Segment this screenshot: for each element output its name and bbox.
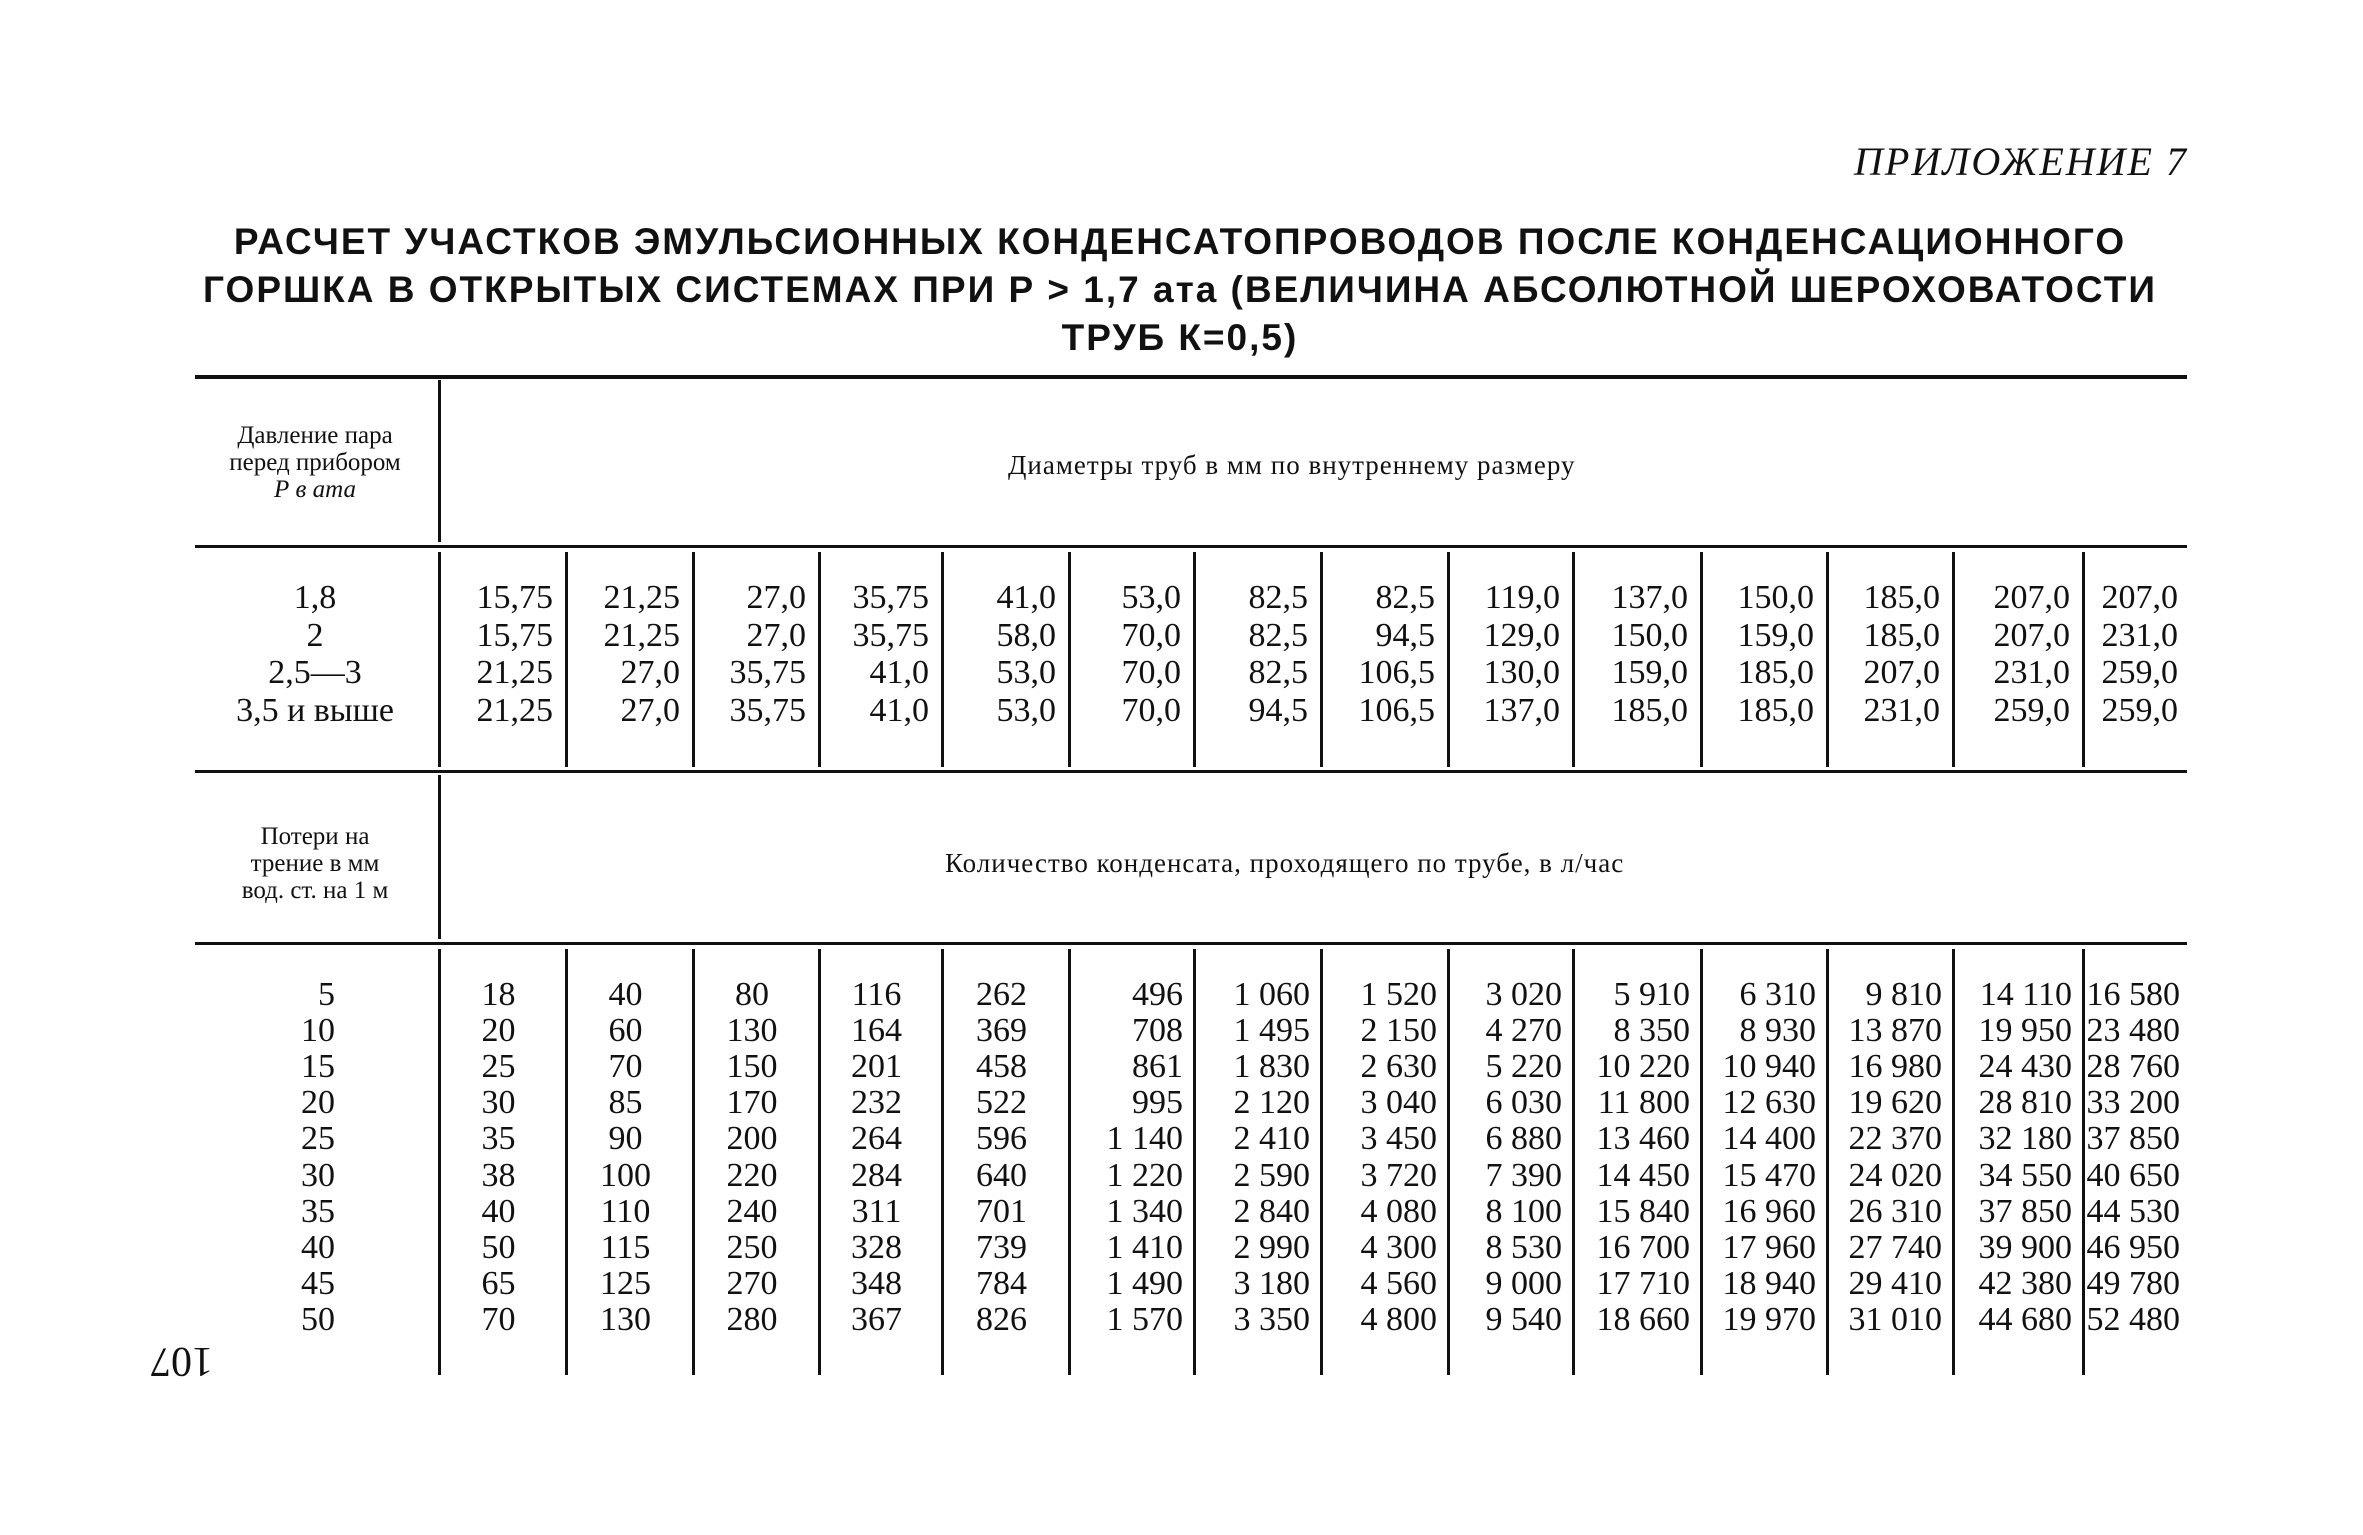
flow-cell: 1 220	[1106, 1156, 1183, 1194]
flow-header: Количество конденсата, проходящего по трубе, в л/час	[945, 848, 1625, 878]
flow-cell: 38	[481, 1156, 516, 1194]
flow-cell: 27 740	[1848, 1228, 1942, 1266]
flow-cell: 44 530	[2086, 1192, 2180, 1230]
flow-cell: 264	[851, 1120, 902, 1158]
flow-cell: 42 380	[1978, 1264, 2072, 1302]
title-line-2: ГОРШКА В ОТКРЫТЫХ СИСТЕМАХ ПРИ Р > 1,7 ата (ВЕЛИЧИНА АБСОЛЮТНОЙ ШЕРОХОВАТОСТИ	[203, 269, 2157, 310]
flow-cell: 13 460	[1596, 1120, 1690, 1158]
diameter-cell: 53,0	[1121, 579, 1181, 616]
diameter-cell: 150,0	[1611, 616, 1688, 654]
flow-cell: 12 630	[1722, 1084, 1816, 1122]
flow-cell: 4 560	[1360, 1264, 1437, 1302]
diameter-cell: 58,0	[996, 616, 1056, 654]
loss-label: 45	[301, 1264, 335, 1302]
flow-cell: 220	[726, 1156, 778, 1194]
diameter-cell: 185,0	[1737, 654, 1814, 691]
flow-column-divider	[438, 949, 441, 1375]
flow-cell: 739	[976, 1228, 1027, 1266]
flow-cell: 640	[976, 1156, 1027, 1194]
diameter-column-divider	[1447, 552, 1450, 767]
flow-cell: 8 930	[1739, 1012, 1816, 1050]
flow-cell: 29 410	[1848, 1264, 1942, 1302]
flow-cell: 28 810	[1978, 1084, 2072, 1122]
loss-header-line-3: вод. ст. на 1 м	[241, 877, 389, 904]
diameter-cell: 259,0	[1993, 691, 2070, 729]
diameter-cell: 27,0	[620, 654, 680, 691]
flow-cell: 280	[726, 1300, 778, 1338]
loss-header-line-2: трение в мм	[250, 850, 380, 877]
diameter-cell: 21,25	[603, 616, 680, 654]
diameter-cell: 159,0	[1737, 616, 1814, 654]
diameter-cell: 106,5	[1358, 691, 1435, 729]
diameter-header-rule	[195, 545, 2187, 548]
flow-cell: 496	[1132, 976, 1183, 1013]
diameter-cell: 82,5	[1248, 579, 1308, 616]
flow-cell: 311	[851, 1192, 902, 1230]
flow-column-divider	[818, 949, 821, 1375]
diameter-column-divider	[818, 552, 821, 767]
flow-cell: 3 020	[1485, 976, 1562, 1013]
flow-cell: 348	[851, 1264, 902, 1302]
flow-cell: 40	[481, 1192, 516, 1230]
loss-label: 30	[301, 1156, 335, 1194]
flow-cell: 826	[976, 1300, 1027, 1338]
diameter-cell: 137,0	[1611, 579, 1688, 616]
flow-cell: 6 310	[1739, 976, 1816, 1013]
diameters-header: Диаметры труб в мм по внутреннему размеру	[1008, 450, 1576, 480]
flow-cell: 5 910	[1613, 976, 1690, 1013]
diameter-cell: 82,5	[1248, 654, 1308, 691]
flow-header-rule	[195, 942, 2187, 945]
title-line-3: ТРУБ К=0,5)	[1061, 317, 1299, 358]
flow-cell: 19 620	[1848, 1084, 1942, 1122]
diameter-cell: 231,0	[1993, 654, 2070, 691]
flow-cell: 50	[481, 1228, 516, 1266]
diameter-cell: 94,5	[1248, 691, 1308, 729]
page-number: 107	[150, 1338, 213, 1384]
flow-cell: 3 180	[1233, 1264, 1310, 1302]
loss-label: 15	[301, 1048, 335, 1086]
flow-cell: 458	[976, 1048, 1027, 1086]
table-top-rule	[195, 375, 2187, 379]
pressure-label: 3,5 и выше	[236, 691, 394, 729]
flow-column-divider	[1826, 949, 1829, 1375]
flow-cell: 522	[976, 1084, 1027, 1122]
flow-cell: 23 480	[2086, 1012, 2180, 1050]
flow-cell: 14 450	[1596, 1156, 1690, 1194]
diameter-cell: 21,25	[603, 579, 680, 616]
diameter-column-divider	[1952, 552, 1955, 767]
flow-cell: 40	[608, 976, 643, 1013]
diameter-cell: 53,0	[996, 691, 1056, 729]
diameter-cell: 15,75	[476, 579, 553, 616]
flow-cell: 9 000	[1485, 1264, 1562, 1302]
diameter-cell: 185,0	[1863, 579, 1940, 616]
diameter-cell: 82,5	[1375, 579, 1435, 616]
flow-cell: 8 350	[1613, 1012, 1690, 1050]
diameter-cell: 21,25	[476, 691, 553, 729]
loss-label: 25	[301, 1120, 335, 1158]
flow-cell: 2 120	[1233, 1084, 1310, 1122]
flow-column-divider	[1447, 949, 1450, 1375]
flow-cell: 1 060	[1233, 976, 1310, 1013]
diameter-cell: 27,0	[746, 616, 806, 654]
flow-cell: 5 220	[1485, 1048, 1562, 1086]
flow-column-divider	[1952, 949, 1955, 1375]
flow-cell: 2 990	[1233, 1228, 1310, 1266]
flow-cell: 15 840	[1596, 1192, 1690, 1230]
flow-cell: 784	[976, 1264, 1027, 1302]
flow-cell: 4 270	[1485, 1012, 1562, 1050]
flow-cell: 150	[726, 1048, 778, 1086]
flow-cell: 2 410	[1233, 1120, 1310, 1158]
flow-column-divider	[1572, 949, 1575, 1375]
flow-cell: 80	[735, 976, 769, 1013]
flow-cell: 1 140	[1106, 1120, 1183, 1158]
diameter-cell: 137,0	[1483, 691, 1560, 729]
diameter-cell: 70,0	[1121, 616, 1181, 654]
pressure-label: 1,8	[293, 579, 337, 616]
diameter-column-divider	[438, 552, 441, 767]
flow-cell: 708	[1132, 1012, 1183, 1050]
diameter-cell: 94,5	[1375, 616, 1435, 654]
flow-cell: 46 950	[2086, 1228, 2180, 1266]
flow-cell: 18 660	[1596, 1300, 1690, 1338]
flow-cell: 30	[481, 1084, 516, 1122]
flow-column-divider	[941, 949, 944, 1375]
diameter-column-divider	[941, 552, 944, 767]
diameter-cell: 207,0	[2101, 579, 2178, 616]
flow-cell: 232	[851, 1084, 902, 1122]
flow-cell: 125	[600, 1264, 651, 1302]
pressure-header	[195, 422, 435, 503]
diameter-column-divider	[2082, 552, 2085, 767]
diameter-cell: 185,0	[1611, 691, 1688, 729]
flow-cell: 16 960	[1722, 1192, 1816, 1230]
flow-cell: 115	[600, 1228, 651, 1266]
flow-cell: 100	[600, 1156, 651, 1194]
flow-column-divider	[1320, 949, 1323, 1375]
diameter-cell: 130,0	[1483, 654, 1560, 691]
flow-cell: 25	[481, 1048, 516, 1086]
flow-cell: 3 720	[1360, 1156, 1437, 1194]
diameter-cell: 35,75	[852, 579, 929, 616]
flow-cell: 1 495	[1233, 1012, 1310, 1050]
diameter-cell: 15,75	[476, 616, 553, 654]
flow-cell: 861	[1132, 1048, 1183, 1086]
diameter-cell: 150,0	[1737, 579, 1814, 616]
flow-cell: 6 030	[1485, 1084, 1562, 1122]
flow-cell: 85	[608, 1084, 643, 1122]
diameter-cell: 259,0	[2101, 654, 2178, 691]
flow-cell: 1 570	[1106, 1300, 1183, 1338]
diameter-cell: 159,0	[1611, 654, 1688, 691]
flow-cell: 39 900	[1978, 1228, 2072, 1266]
header1-divider	[438, 380, 441, 542]
flow-cell: 130	[600, 1300, 651, 1338]
loss-header-line-1: Потери на	[260, 823, 370, 850]
flow-cell: 170	[726, 1084, 778, 1122]
flow-cell: 2 150	[1360, 1012, 1437, 1050]
flow-cell: 24 430	[1978, 1048, 2072, 1086]
diameter-cell: 70,0	[1121, 654, 1181, 691]
flow-cell: 20	[481, 1012, 516, 1050]
flow-cell: 3 450	[1360, 1120, 1437, 1158]
document-title	[180, 218, 2180, 362]
flow-cell: 110	[600, 1192, 651, 1230]
flow-cell: 250	[726, 1228, 778, 1266]
diameter-cell: 259,0	[2101, 691, 2178, 729]
title-line-1: РАСЧЕТ УЧАСТКОВ ЭМУЛЬСИОННЫХ КОНДЕНСАТОПРОВОДОВ ПОСЛЕ КОНДЕНСАЦИОННОГО	[233, 221, 2127, 262]
pressure-label: 2	[306, 616, 324, 654]
flow-cell: 116	[851, 976, 902, 1013]
diameter-cell: 82,5	[1248, 616, 1308, 654]
flow-cell: 7 390	[1485, 1156, 1562, 1194]
diameter-cell: 231,0	[1863, 691, 1940, 729]
flow-cell: 49 780	[2086, 1264, 2180, 1302]
flow-cell: 1 490	[1106, 1264, 1183, 1302]
diameter-block-bottom-rule	[195, 770, 2187, 773]
diameter-cell: 185,0	[1737, 691, 1814, 729]
flow-cell: 2 590	[1233, 1156, 1310, 1194]
flow-cell: 44 680	[1978, 1300, 2072, 1338]
flow-cell: 17 710	[1596, 1264, 1690, 1302]
loss-label: 10	[301, 1012, 335, 1050]
flow-cell: 31 010	[1848, 1300, 1942, 1338]
flow-cell: 6 880	[1485, 1120, 1562, 1158]
diameter-cell: 35,75	[729, 691, 806, 729]
diameter-column-divider	[565, 552, 568, 767]
appendix-label: ПРИЛОЖЕНИЕ 7	[1854, 139, 2188, 184]
diameter-cell: 129,0	[1483, 616, 1560, 654]
loss-label: 50	[301, 1300, 335, 1338]
flow-cell: 35	[481, 1120, 516, 1158]
diameter-column-divider	[1572, 552, 1575, 767]
flow-cell: 90	[608, 1120, 643, 1158]
flow-cell: 367	[851, 1300, 902, 1338]
flow-cell: 164	[851, 1012, 902, 1050]
diameter-column-divider	[692, 552, 695, 767]
flow-column-divider	[1193, 949, 1196, 1375]
flow-cell: 15 470	[1722, 1156, 1816, 1194]
flow-cell: 3 040	[1360, 1084, 1437, 1122]
flow-cell: 262	[976, 976, 1027, 1013]
flow-cell: 16 580	[2086, 976, 2180, 1013]
flow-cell: 4 080	[1360, 1192, 1437, 1230]
flow-cell: 17 960	[1722, 1228, 1816, 1266]
flow-cell: 40 650	[2086, 1156, 2180, 1194]
flow-cell: 240	[726, 1192, 778, 1230]
diameter-cell: 35,75	[852, 616, 929, 654]
flow-column-divider	[565, 949, 568, 1375]
flow-cell: 995	[1132, 1084, 1183, 1122]
flow-cell: 369	[976, 1012, 1027, 1050]
diameter-cell: 207,0	[1993, 579, 2070, 616]
flow-cell: 37 850	[1978, 1192, 2072, 1230]
flow-cell: 1 830	[1233, 1048, 1310, 1086]
flow-cell: 10 220	[1596, 1048, 1690, 1086]
flow-cell: 65	[481, 1264, 516, 1302]
flow-cell: 596	[976, 1120, 1027, 1158]
flow-cell: 4 800	[1360, 1300, 1437, 1338]
flow-cell: 8 530	[1485, 1228, 1562, 1266]
flow-cell: 200	[726, 1120, 778, 1158]
flow-cell: 18	[481, 976, 516, 1013]
flow-cell: 1 340	[1106, 1192, 1183, 1230]
flow-cell: 13 870	[1848, 1012, 1942, 1050]
diameter-column-divider	[1320, 552, 1323, 767]
flow-cell: 32 180	[1978, 1120, 2072, 1158]
diameter-cell: 185,0	[1863, 616, 1940, 654]
flow-cell: 284	[851, 1156, 902, 1194]
flow-column-divider	[1700, 949, 1703, 1375]
flow-column-divider	[2082, 949, 2085, 1375]
flow-cell: 130	[726, 1012, 778, 1050]
pressure-label: 2,5—3	[268, 654, 362, 691]
flow-cell: 14 110	[1979, 976, 2072, 1013]
flow-cell: 34 550	[1978, 1156, 2072, 1194]
diameter-cell: 41,0	[869, 654, 929, 691]
flow-cell: 2 630	[1360, 1048, 1437, 1086]
flow-cell: 37 850	[2086, 1120, 2180, 1158]
diameter-cell: 207,0	[1993, 616, 2070, 654]
diameter-cell: 41,0	[996, 579, 1056, 616]
flow-cell: 11 800	[1597, 1084, 1690, 1122]
diameter-column-divider	[1068, 552, 1071, 767]
loss-header	[195, 823, 435, 904]
flow-cell: 70	[481, 1300, 516, 1338]
flow-column-divider	[1068, 949, 1071, 1375]
flow-cell: 28 760	[2086, 1048, 2180, 1086]
diameter-cell: 119,0	[1484, 579, 1560, 616]
flow-cell: 22 370	[1848, 1120, 1942, 1158]
flow-cell: 328	[851, 1228, 902, 1266]
diameter-column-divider	[1700, 552, 1703, 767]
diameter-cell: 70,0	[1121, 691, 1181, 729]
flow-cell: 270	[726, 1264, 778, 1302]
diameter-cell: 53,0	[996, 654, 1056, 691]
diameter-column-divider	[1826, 552, 1829, 767]
pressure-header-line-1: Давление пара	[237, 422, 393, 449]
flow-cell: 701	[976, 1192, 1027, 1230]
flow-cell: 9 810	[1865, 976, 1942, 1013]
loss-label: 40	[301, 1228, 335, 1266]
diameter-column-divider	[1193, 552, 1196, 767]
flow-cell: 16 980	[1848, 1048, 1942, 1086]
flow-cell: 16 700	[1596, 1228, 1690, 1266]
flow-cell: 201	[851, 1048, 902, 1086]
diameter-cell: 35,75	[729, 654, 806, 691]
flow-cell: 8 100	[1485, 1192, 1562, 1230]
flow-cell: 52 480	[2086, 1300, 2180, 1338]
flow-cell: 14 400	[1722, 1120, 1816, 1158]
flow-cell: 26 310	[1848, 1192, 1942, 1230]
diameter-cell: 41,0	[869, 691, 929, 729]
loss-label: 5	[318, 976, 335, 1013]
loss-label: 35	[301, 1192, 335, 1230]
flow-column-divider	[692, 949, 695, 1375]
flow-cell: 24 020	[1848, 1156, 1942, 1194]
flow-cell: 19 950	[1978, 1012, 2072, 1050]
flow-cell: 70	[608, 1048, 643, 1086]
diameter-cell: 207,0	[1863, 654, 1940, 691]
flow-cell: 10 940	[1722, 1048, 1816, 1086]
flow-cell: 60	[608, 1012, 643, 1050]
diameter-cell: 27,0	[620, 691, 680, 729]
diameter-cell: 27,0	[746, 579, 806, 616]
pressure-header-line-2: перед прибором	[229, 449, 401, 476]
flow-cell: 19 970	[1722, 1300, 1816, 1338]
flow-cell: 4 300	[1360, 1228, 1437, 1266]
flow-cell: 9 540	[1485, 1300, 1562, 1338]
diameter-cell: 21,25	[476, 654, 553, 691]
flow-cell: 1 410	[1106, 1228, 1183, 1266]
flow-cell: 3 350	[1233, 1300, 1310, 1338]
pressure-header-line-3: Р в ата	[274, 476, 356, 503]
diameter-cell: 231,0	[2101, 616, 2178, 654]
flow-cell: 18 940	[1722, 1264, 1816, 1302]
flow-cell: 2 840	[1233, 1192, 1310, 1230]
flow-cell: 33 200	[2086, 1084, 2180, 1122]
header2-divider	[438, 775, 441, 939]
flow-cell: 1 520	[1360, 976, 1437, 1013]
diameter-cell: 106,5	[1358, 654, 1435, 691]
loss-label: 20	[301, 1084, 335, 1122]
